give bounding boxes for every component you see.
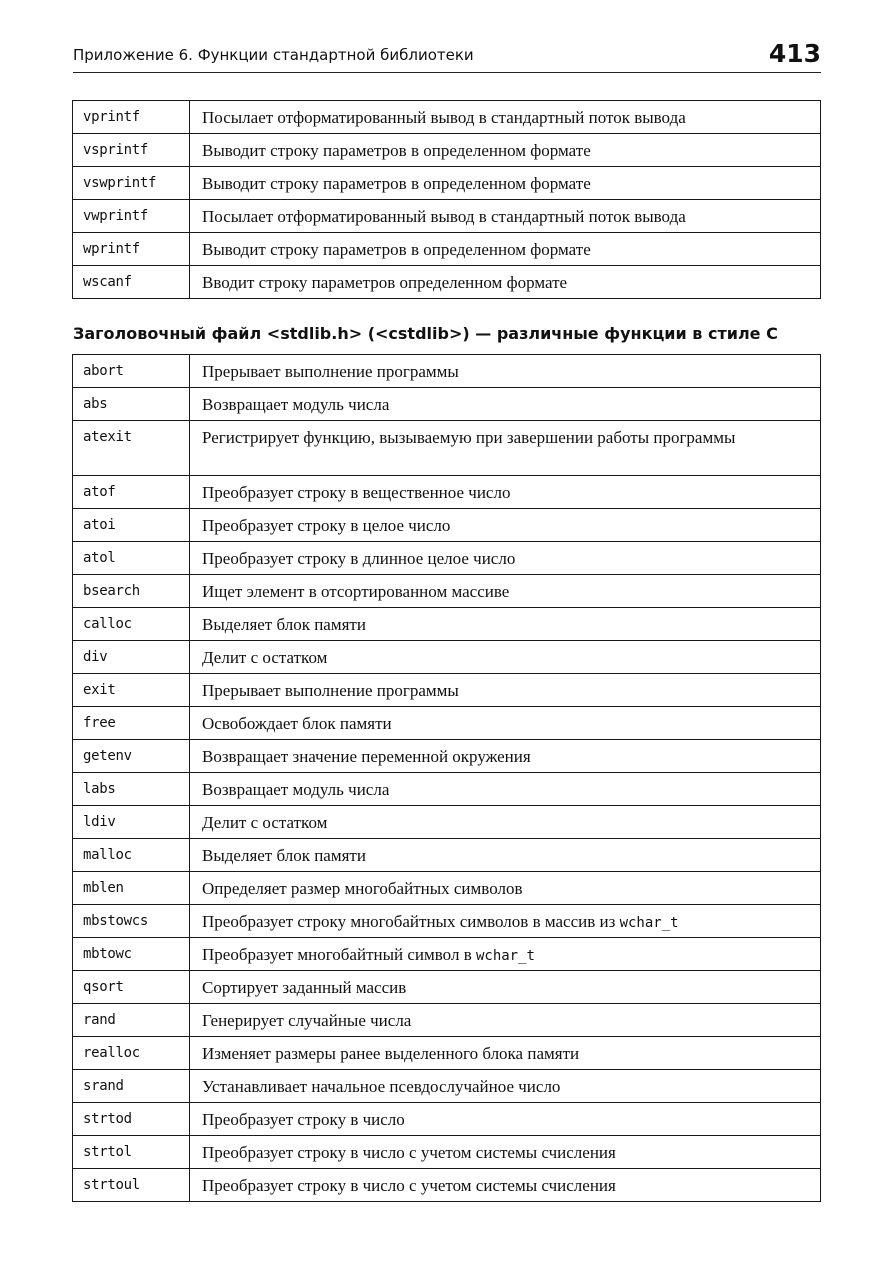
function-description: Выводит строку параметров в определенном формате	[202, 174, 591, 193]
function-description-cell	[190, 1037, 821, 1070]
function-name-cell	[73, 1037, 190, 1070]
function-description-cell	[190, 200, 821, 233]
function-description-cell	[190, 101, 821, 134]
function-name-cell	[73, 938, 190, 971]
function-description-cell	[190, 674, 821, 707]
function-name: malloc	[83, 847, 132, 863]
function-name-cell	[73, 355, 190, 388]
table-row	[73, 134, 821, 167]
function-description-cell	[190, 872, 821, 905]
function-name: strtod	[83, 1111, 132, 1127]
function-description: Освобождает блок памяти	[202, 714, 392, 733]
function-description-cell	[190, 1004, 821, 1037]
table-row	[73, 971, 821, 1004]
functions-table-continued	[72, 100, 821, 299]
function-name-cell	[73, 1004, 190, 1037]
table-row	[73, 839, 821, 872]
function-name-cell	[73, 773, 190, 806]
function-description: Прерывает выполнение программы	[202, 681, 459, 700]
function-description	[202, 905, 812, 933]
function-description: Устанавливает начальное псевдослучайное число	[202, 1077, 561, 1096]
table-row	[73, 575, 821, 608]
function-description: Возвращает модуль числа	[202, 395, 390, 414]
function-name-cell	[73, 476, 190, 509]
function-name-cell	[73, 167, 190, 200]
description-code: wchar_t	[475, 948, 535, 964]
function-name-cell	[73, 134, 190, 167]
function-name-cell	[73, 839, 190, 872]
function-description	[202, 938, 812, 966]
table-row	[73, 608, 821, 641]
function-name-cell	[73, 509, 190, 542]
function-name-cell	[73, 608, 190, 641]
function-description-cell	[190, 608, 821, 641]
table-row	[73, 1136, 821, 1169]
table-row	[73, 773, 821, 806]
function-description-cell	[190, 641, 821, 674]
function-name-cell	[73, 740, 190, 773]
table-row	[73, 1103, 821, 1136]
function-name: srand	[83, 1078, 124, 1094]
function-description-cell	[190, 167, 821, 200]
table-row	[73, 388, 821, 421]
function-name-cell	[73, 674, 190, 707]
function-name: atexit	[83, 429, 132, 445]
table-row	[73, 542, 821, 575]
function-description-cell	[190, 509, 821, 542]
page-header	[73, 38, 821, 73]
function-name: vwprintf	[83, 208, 149, 224]
table-row	[73, 167, 821, 200]
function-name: exit	[83, 682, 116, 698]
function-name: wprintf	[83, 241, 140, 257]
function-name: abs	[83, 396, 108, 412]
function-description-cell	[190, 421, 821, 476]
function-name-cell	[73, 575, 190, 608]
function-description: Преобразует строку в число с учетом системы счисления	[202, 1176, 616, 1195]
function-name: getenv	[83, 748, 132, 764]
function-name: bsearch	[83, 583, 140, 599]
stdlib-functions-table-body	[73, 355, 821, 1202]
chapter-title: Приложение 6. Функции стандартной библиотеки	[73, 46, 474, 64]
function-description: Преобразует строку в вещественное число	[202, 483, 511, 502]
function-name: mblen	[83, 880, 124, 896]
function-description: Выводит строку параметров в определенном формате	[202, 240, 591, 259]
function-name: mbstowcs	[83, 913, 149, 929]
function-name-cell	[73, 806, 190, 839]
table-row	[73, 509, 821, 542]
function-description: Генерирует случайные числа	[202, 1011, 412, 1030]
function-name-cell	[73, 1070, 190, 1103]
function-description: Вводит строку параметров определенном формате	[202, 273, 568, 292]
function-description-cell	[190, 740, 821, 773]
function-name-cell	[73, 200, 190, 233]
function-description-cell	[190, 1103, 821, 1136]
function-description: Выводит строку параметров в определенном формате	[202, 141, 591, 160]
function-description-cell	[190, 839, 821, 872]
table-row	[73, 421, 821, 476]
function-description-cell	[190, 542, 821, 575]
function-name-cell	[73, 233, 190, 266]
function-name: strtol	[83, 1144, 132, 1160]
function-name: div	[83, 649, 108, 665]
table-row	[73, 1169, 821, 1202]
table-row	[73, 233, 821, 266]
table-row	[73, 872, 821, 905]
description-text: Преобразует строку многобайтных символов в массив из	[202, 912, 620, 931]
table-row	[73, 740, 821, 773]
function-description: Сортирует заданный массив	[202, 978, 407, 997]
function-description: Преобразует строку в длинное целое число	[202, 549, 516, 568]
function-description: Выделяет блок памяти	[202, 615, 366, 634]
table-row	[73, 1037, 821, 1070]
functions-table-continued-body	[73, 101, 821, 299]
function-name: labs	[83, 781, 116, 797]
table-row	[73, 707, 821, 740]
function-description-cell	[190, 806, 821, 839]
description-text: Преобразует многобайтный символ в	[202, 945, 476, 964]
function-name-cell	[73, 905, 190, 938]
function-description-cell	[190, 938, 821, 971]
function-description: Преобразует строку в число	[202, 1110, 405, 1129]
function-description: Прерывает выполнение программы	[202, 362, 459, 381]
function-name: vswprintf	[83, 175, 157, 191]
function-name-cell	[73, 388, 190, 421]
function-description-cell	[190, 388, 821, 421]
table-row	[73, 1004, 821, 1037]
function-name: vprintf	[83, 109, 140, 125]
table-row	[73, 200, 821, 233]
table-row	[73, 641, 821, 674]
function-name: mbtowc	[83, 946, 132, 962]
function-name: realloc	[83, 1045, 140, 1061]
function-description-cell	[190, 971, 821, 1004]
function-name-cell	[73, 707, 190, 740]
function-name: abort	[83, 363, 124, 379]
function-description: Изменяет размеры ранее выделенного блока памяти	[202, 1044, 580, 1063]
function-description-cell	[190, 134, 821, 167]
table-row	[73, 905, 821, 938]
function-name: atof	[83, 484, 116, 500]
function-description: Выделяет блок памяти	[202, 846, 366, 865]
function-description: Регистрирует функцию, вызываемую при завершении работы программы	[202, 428, 736, 447]
function-description-cell	[190, 233, 821, 266]
function-description: Преобразует строку в число с учетом системы счисления	[202, 1143, 616, 1162]
function-name-cell	[73, 872, 190, 905]
table-row	[73, 101, 821, 134]
function-name-cell	[73, 1103, 190, 1136]
function-name: qsort	[83, 979, 124, 995]
function-name-cell	[73, 542, 190, 575]
function-name: atoi	[83, 517, 116, 533]
function-description: Ищет элемент в отсортированном массиве	[202, 582, 510, 601]
function-description-cell	[190, 266, 821, 299]
function-description-cell	[190, 575, 821, 608]
page-number: 413	[768, 39, 821, 68]
function-description: Делит с остатком	[202, 813, 328, 832]
table-row	[73, 266, 821, 299]
function-name: rand	[83, 1012, 116, 1028]
function-name-cell	[73, 266, 190, 299]
function-description: Посылает отформатированный вывод в стандартный поток вывода	[202, 207, 686, 226]
function-description-cell	[190, 905, 821, 938]
function-description-cell	[190, 355, 821, 388]
function-description-cell	[190, 773, 821, 806]
function-name-cell	[73, 101, 190, 134]
function-name-cell	[73, 1136, 190, 1169]
function-name: atol	[83, 550, 116, 566]
function-description: Возвращает модуль числа	[202, 780, 390, 799]
function-name: calloc	[83, 616, 132, 632]
table-row	[73, 674, 821, 707]
function-description-cell	[190, 1136, 821, 1169]
function-name-cell	[73, 641, 190, 674]
description-code: wchar_t	[619, 915, 679, 931]
function-description: Определяет размер многобайтных символов	[202, 879, 523, 898]
stdlib-functions-table	[72, 354, 821, 1202]
function-name: wscanf	[83, 274, 132, 290]
table-row	[73, 806, 821, 839]
function-name-cell	[73, 971, 190, 1004]
table-row	[73, 476, 821, 509]
function-name-cell	[73, 1169, 190, 1202]
function-description-cell	[190, 1169, 821, 1202]
function-name: strtoul	[83, 1177, 140, 1193]
function-description-cell	[190, 707, 821, 740]
function-description: Делит с остатком	[202, 648, 328, 667]
table-row	[73, 1070, 821, 1103]
function-description: Преобразует строку в целое число	[202, 516, 451, 535]
table-row	[73, 355, 821, 388]
function-description: Посылает отформатированный вывод в стандартный поток вывода	[202, 108, 686, 127]
function-description: Возвращает значение переменной окружения	[202, 747, 531, 766]
function-description-cell	[190, 476, 821, 509]
table-row	[73, 938, 821, 971]
function-name: vsprintf	[83, 142, 149, 158]
function-name: ldiv	[83, 814, 116, 830]
section-heading: Заголовочный файл <stdlib.h> (<cstdlib>) — различные функции в стиле С	[73, 324, 778, 343]
function-name-cell	[73, 421, 190, 476]
function-name: free	[83, 715, 116, 731]
function-description-cell	[190, 1070, 821, 1103]
